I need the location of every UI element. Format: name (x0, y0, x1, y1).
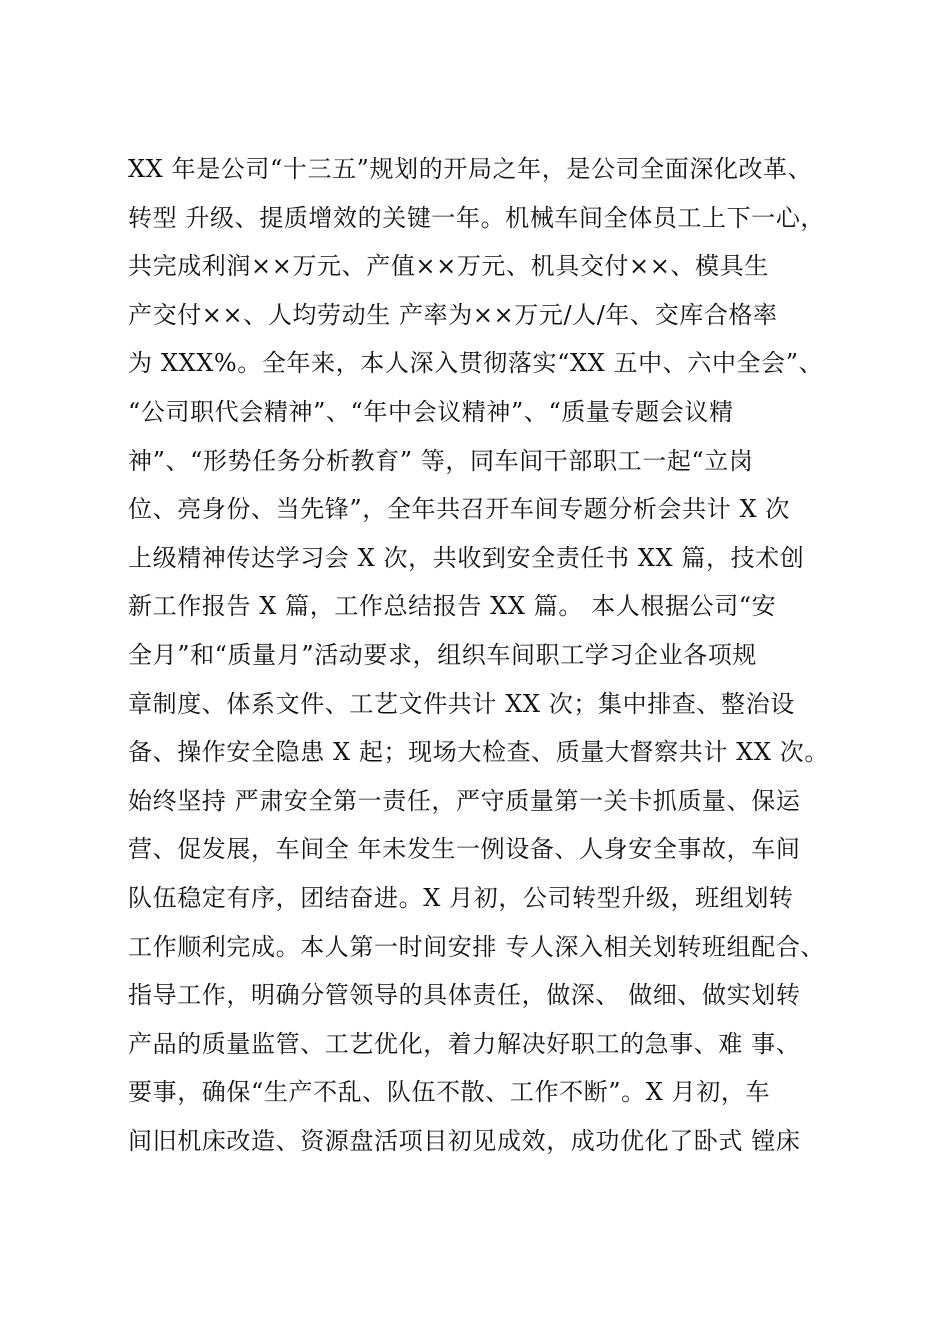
text-line-8: 位、亮身份、当先锋”，全年共召开车间专题分析会共计 X 次 (128, 495, 791, 524)
body-text (128, 145, 848, 1165)
text-line-16: 队伍稳定有序，团结奋进。X 月初，公司转型升级，班组划转 (128, 883, 794, 912)
text-line-21: 间旧机床改造、资源盘活项目初见成效，成功优化了卧式 镗床 (128, 1126, 801, 1155)
text-line-10: 新工作报告 X 篇，工作总结报告 XX 篇。 本人根据公司“安 (128, 592, 777, 621)
text-line-13: 备、操作安全隐患 X 起；现场大检查、质量大督察共计 XX 次。 (128, 738, 829, 767)
text-line-5: 为 XXX%。全年来，本人深入贯彻落实“XX 五中、六中全会”、 (128, 349, 824, 378)
text-line-4: 产交付××、人均劳动生 产率为××万元/人/年、交库合格率 (128, 300, 778, 329)
text-line-15: 营、促发展，车间全 年未发生一例设备、人身安全事故，车间 (128, 835, 801, 864)
text-line-2: 转型 升级、提质增效的关键一年。机械车间全体员工上下一心， (128, 203, 826, 232)
text-line-12: 章制度、体系文件、工艺文件共计 XX 次；集中排查、整治设 (128, 689, 795, 718)
text-line-14: 始终坚持 严肃安全第一责任，严守质量第一关卡抓质量、保运 (128, 786, 801, 815)
text-line-19: 产品的质量监管、工艺优化，着力解决好职工的急事、难 事、 (128, 1029, 801, 1058)
text-line-9: 上级精神传达学习会 X 次，共收到安全责任书 XX 篇，技术创 (128, 543, 805, 572)
text-line-1: XX 年是公司“十三五”规划的开局之年，是公司全面深化改革、 (128, 155, 813, 183)
text-line-18: 指导工作，明确分管领导的具体责任，做深、 做细、做实划转 (128, 981, 801, 1010)
text-line-11: 全月”和“质量月”活动要求，组织车间职工学习企业各项规 (128, 640, 758, 669)
text-line-6: “公司职代会精神”、“年中会议精神”、“质量专题会议精 (128, 397, 734, 426)
text-line-3: 共完成利润××万元、产值××万元、机具交付××、模具生 (128, 252, 769, 281)
text-line-20: 要事，确保“生产不乱、队伍不散、工作不断”。X 月初，车 (128, 1078, 771, 1107)
text-line-17: 工作顺利完成。本人第一时间安排 专人深入相关划转班组配合、 (128, 932, 826, 961)
text-line-7: 神”、“形势任务分析教育” 等，同车间干部职工一起“立岗 (128, 446, 754, 475)
